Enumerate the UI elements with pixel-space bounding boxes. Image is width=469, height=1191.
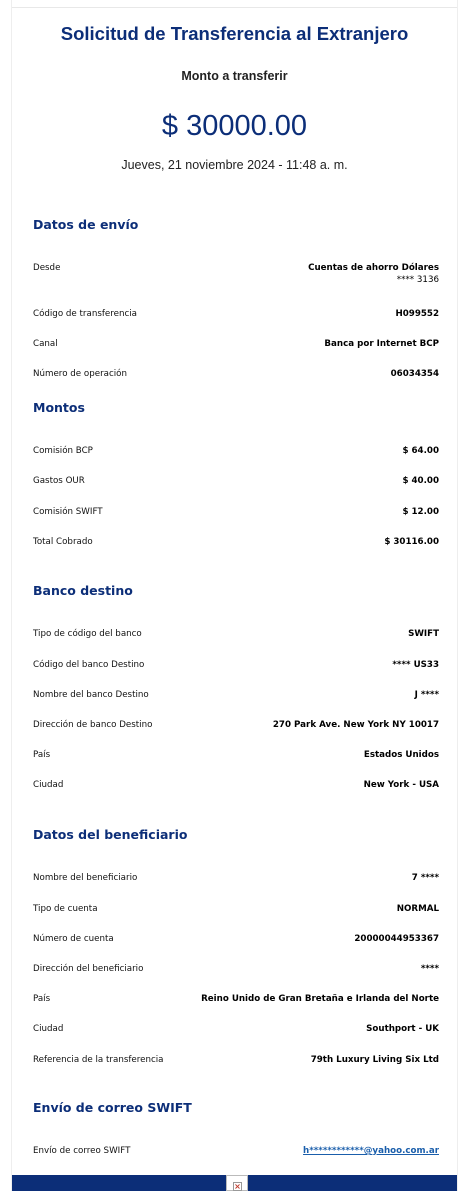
row-numero-cuenta	[33, 933, 439, 945]
numero-operacion-value: 06034354	[390, 369, 439, 379]
direccion-banco-destino-value: 270 Park Ave. New York NY 10017	[272, 720, 439, 730]
broken-image-icon	[226, 1175, 248, 1191]
canal-label: Canal	[33, 339, 58, 349]
row-desde	[33, 262, 439, 286]
amount-label: Monto a transferir	[181, 69, 288, 83]
row-gastos-our	[33, 475, 439, 487]
row-referencia-transferencia	[33, 1054, 439, 1066]
row-ciudad-beneficiario	[33, 1023, 439, 1035]
tipo-cuenta-value: NORMAL	[396, 904, 439, 914]
codigo-transferencia-value: H099552	[395, 309, 439, 319]
correo-swift-value	[303, 1145, 439, 1157]
codigo-banco-destino-value: **** US33	[392, 660, 439, 670]
comision-bcp-label: Comisión BCP	[33, 446, 93, 456]
nombre-beneficiario-label: Nombre del beneficiario	[33, 873, 138, 883]
row-comision-bcp	[33, 445, 439, 457]
ciudad-beneficiario-value: Southport - UK	[366, 1024, 439, 1034]
direccion-beneficiario-label: Dirección del beneficiario	[33, 964, 144, 974]
comision-swift-label: Comisión SWIFT	[33, 507, 103, 517]
referencia-transferencia-value: 79th Luxury Living Six Ltd	[310, 1055, 439, 1065]
comision-swift-value: $ 12.00	[402, 507, 439, 517]
desde-label: Desde	[33, 263, 61, 273]
tipo-cuenta-label: Tipo de cuenta	[33, 904, 98, 914]
tipo-codigo-banco-label: Tipo de código del banco	[33, 629, 142, 639]
total-cobrado-label: Total Cobrado	[33, 537, 93, 547]
direccion-banco-destino-label: Dirección de banco Destino	[33, 720, 153, 730]
row-direccion-banco-destino	[33, 719, 439, 731]
transfer-amount: $ 30000.00	[161, 110, 308, 142]
pais-beneficiario-label: País	[33, 994, 51, 1004]
gastos-our-label: Gastos OUR	[33, 476, 85, 486]
numero-cuenta-value: 20000044953367	[354, 934, 439, 944]
desde-account-type: Cuentas de ahorro Dólares	[308, 263, 439, 273]
row-numero-operacion	[33, 368, 439, 380]
canal-value: Banca por Internet BCP	[324, 339, 439, 349]
nombre-banco-destino-value: J ****	[414, 690, 439, 700]
email-body	[11, 0, 458, 1191]
row-total-cobrado	[33, 536, 439, 548]
section-title-banco-destino: Banco destino	[33, 583, 133, 598]
row-codigo-banco-destino	[33, 659, 439, 671]
correo-swift-label: Envío de correo SWIFT	[33, 1146, 131, 1156]
pais-banco-value: Estados Unidos	[363, 750, 439, 760]
row-nombre-banco-destino	[33, 689, 439, 701]
numero-operacion-label: Número de operación	[33, 369, 127, 379]
section-title-montos: Montos	[33, 400, 85, 415]
codigo-transferencia-label: Código de transferencia	[33, 309, 138, 319]
section-title-envio: Datos de envío	[33, 217, 139, 232]
pais-banco-label: País	[33, 750, 51, 760]
row-correo-swift	[33, 1145, 439, 1157]
close-icon: ×	[234, 1182, 241, 1191]
row-tipo-cuenta	[33, 903, 439, 915]
row-codigo-transferencia	[33, 308, 439, 320]
pais-beneficiario-value: Reino Unido de Gran Bretaña e Irlanda del Norte	[201, 994, 439, 1004]
section-title-beneficiario: Datos del beneficiario	[33, 827, 188, 842]
referencia-transferencia-label: Referencia de la transferencia	[33, 1055, 164, 1065]
tipo-codigo-banco-value: SWIFT	[408, 629, 439, 639]
ciudad-banco-label: Ciudad	[33, 780, 64, 790]
ciudad-banco-value: New York - USA	[363, 780, 439, 790]
nombre-banco-destino-label: Nombre del banco Destino	[33, 690, 149, 700]
row-pais-beneficiario	[33, 993, 439, 1005]
comision-bcp-value: $ 64.00	[402, 446, 439, 456]
correo-swift-link[interactable]: h************@yahoo.com.ar	[303, 1146, 439, 1156]
desde-account-number: **** 3136	[396, 275, 439, 285]
row-comision-swift	[33, 506, 439, 518]
row-pais-banco	[33, 749, 439, 761]
nombre-beneficiario-value: 7 ****	[411, 873, 439, 883]
row-ciudad-banco	[33, 779, 439, 791]
desde-value	[308, 262, 439, 286]
direccion-beneficiario-value: ****	[420, 964, 439, 974]
gastos-our-value: $ 40.00	[402, 476, 439, 486]
page-title: Solicitud de Transferencia al Extranjero	[60, 23, 409, 44]
row-direccion-beneficiario	[33, 963, 439, 975]
numero-cuenta-label: Número de cuenta	[33, 934, 114, 944]
row-canal	[33, 338, 439, 350]
row-nombre-beneficiario	[33, 872, 439, 884]
ciudad-beneficiario-label: Ciudad	[33, 1024, 64, 1034]
row-tipo-codigo-banco	[33, 628, 439, 640]
section-title-correo-swift: Envío de correo SWIFT	[33, 1100, 192, 1115]
transfer-date: Jueves, 21 noviembre 2024 - 11:48 a. m.	[121, 158, 348, 172]
total-cobrado-value: $ 30116.00	[384, 537, 439, 547]
top-divider	[12, 7, 457, 8]
codigo-banco-destino-label: Código del banco Destino	[33, 660, 145, 670]
